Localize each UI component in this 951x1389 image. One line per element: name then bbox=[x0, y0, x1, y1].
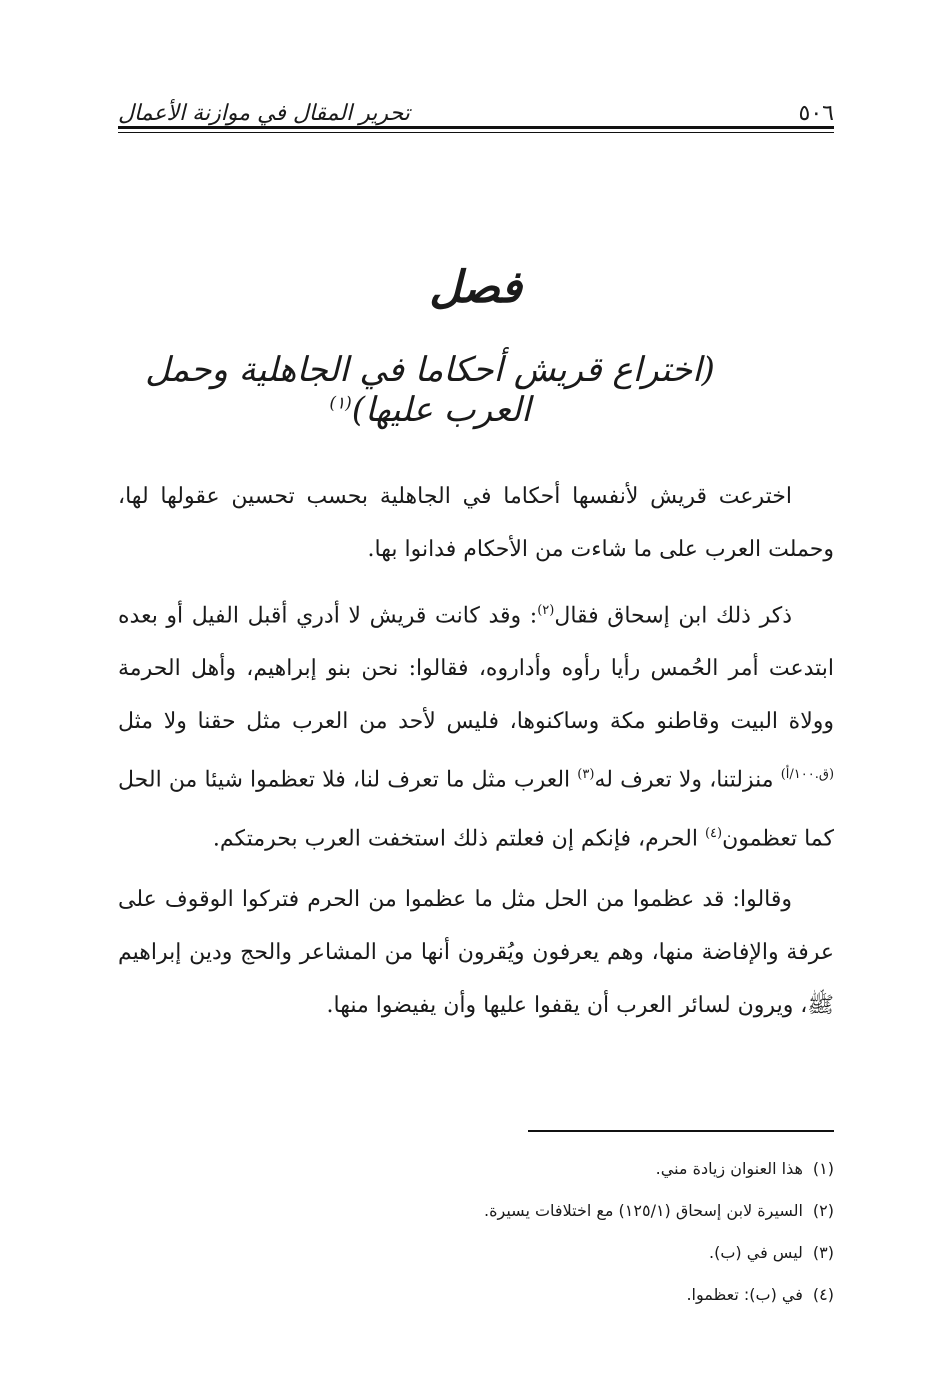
paragraph-2-part-a: ذكر ذلك ابن إسحاق فقال bbox=[554, 603, 792, 629]
footnote-number: (٤) bbox=[812, 1285, 834, 1304]
footnote-item bbox=[118, 1148, 834, 1190]
footnote-number: (٢) bbox=[812, 1201, 834, 1220]
footnote-text: السيرة لابن إسحاق (١٢٥/١) مع اختلافات يسيرة. bbox=[484, 1201, 803, 1220]
paragraph-2-part-c: منزلتنا، ولا تعرف له bbox=[594, 767, 781, 793]
footnote-text: في (ب): تعظموا. bbox=[686, 1285, 803, 1304]
page-number: ٥٠٦ bbox=[798, 101, 834, 126]
header-rule-thick bbox=[118, 126, 834, 129]
book-title: تحرير المقال في موازنة الأعمال bbox=[118, 101, 410, 126]
paragraph-2-part-b: : وقد كانت قريش لا أدري أقبل الفيل أو بعده ابتدعت أمر الحُمس رأيا رأوه وأداروه، فقالوا: نحن بنو إبراهيم، وأهل الحرمة وولاة البيت وقاطنو مكة وساكنوها، فليس لأحد من العرب مثل حقنا ولا مثل bbox=[118, 603, 834, 735]
chapter-title bbox=[100, 350, 760, 430]
footnote-separator bbox=[528, 1130, 834, 1132]
footnote-item bbox=[118, 1190, 834, 1232]
chapter-title-text: (اختراع قريش أحكاما في الجاهلية وحمل العرب عليها) bbox=[145, 350, 715, 430]
footnote-ref-3: (٣) bbox=[577, 767, 595, 783]
header-rule-thin bbox=[118, 132, 834, 133]
footnote-item bbox=[118, 1232, 834, 1274]
paragraph-3: وقالوا: قد عظموا من الحل مثل ما عظموا من الحرم فتركوا الوقوف على عرفة والإفاضة منها، وهم يعرفون ويُقرون أنها من المشاعر والحج ودين إبراهيم ﷺ، ويرون لسائر العرب أن يقفوا عليها وأن يفيضوا منها. bbox=[118, 886, 834, 1018]
section-heading: فصل bbox=[429, 262, 522, 313]
paragraph-2-part-d: العرب مثل ما تعرف لنا، فلا تعظموا شيئا من الحل كما تعظمون bbox=[118, 767, 834, 851]
footnote-ref-4: (٤) bbox=[704, 825, 723, 841]
footnote-ref-2: (٢) bbox=[537, 603, 555, 618]
footnote-ref-1: (١) bbox=[329, 393, 352, 414]
footnote-number: (٣) bbox=[812, 1243, 834, 1262]
running-header bbox=[118, 86, 834, 126]
paragraph-1: اخترعت قريش لأنفسها أحكاما في الجاهلية بحسب تحسين عقولها لها، وحملت العرب على ما شاءت من الأحكام فدانوا بها. bbox=[118, 484, 834, 562]
footnote-item bbox=[118, 1274, 834, 1316]
body-text bbox=[118, 470, 834, 1040]
paragraph-2-part-e: الحرم، فإنكم إن فعلتم ذلك استخفت العرب بحرمتكم. bbox=[212, 825, 705, 851]
manuscript-ref: (ق.١٠٠/أ) bbox=[780, 767, 835, 783]
footnote-text: ليس في (ب). bbox=[709, 1243, 803, 1262]
footnote-text: هذا العنوان زيادة مني. bbox=[655, 1159, 803, 1178]
footnotes bbox=[118, 1148, 834, 1316]
footnote-number: (١) bbox=[812, 1159, 834, 1178]
paragraph-2 bbox=[118, 584, 834, 865]
